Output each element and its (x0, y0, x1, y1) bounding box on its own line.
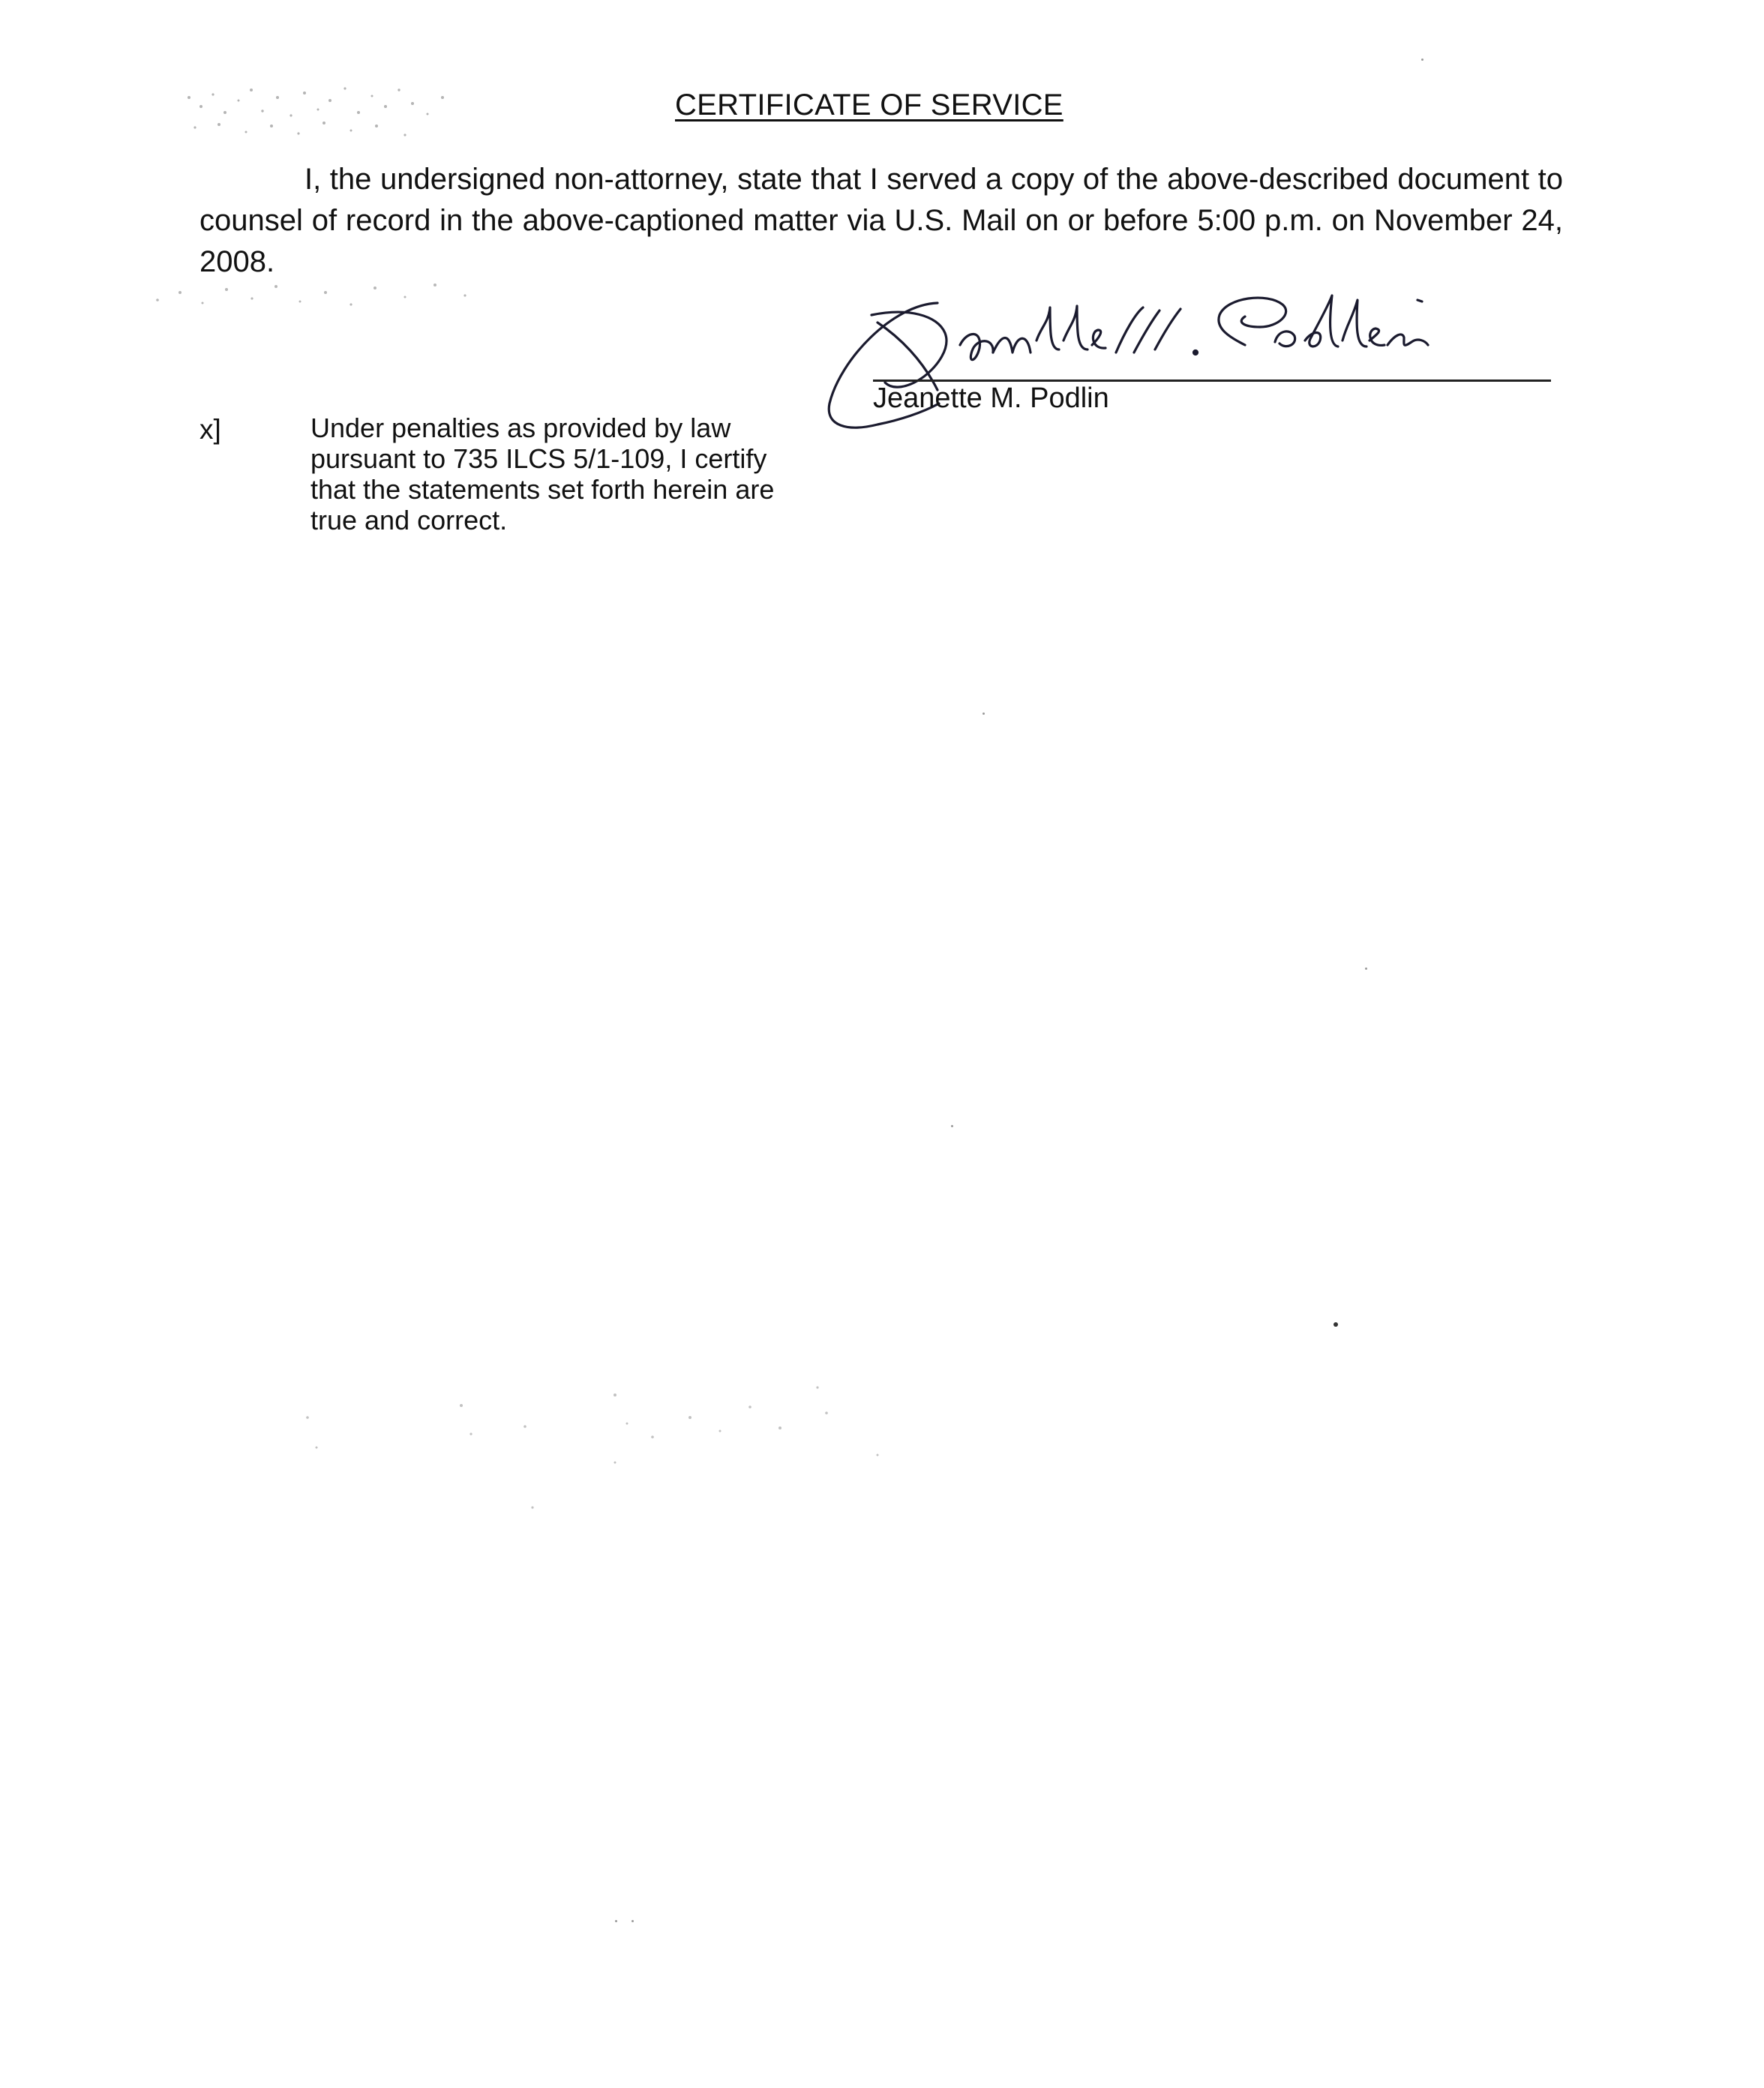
signature-block (825, 278, 1485, 435)
printed-signer-name: Jeanette M. Podlin (873, 382, 1109, 414)
service-statement: I, the undersigned non-attorney, state that I served a copy of the above-described document to counsel of record in the above-captioned matter via U.S. Mail on or before 5:00 p.m. on November 24, 2008. (200, 163, 1563, 278)
scan-speck (1421, 58, 1424, 61)
scan-speck (951, 1125, 953, 1127)
scan-noise-top-left (180, 68, 450, 150)
document-title: CERTIFICATE OF SERVICE (675, 88, 1064, 122)
scan-noise-lower (300, 1365, 915, 1530)
scan-speck (1334, 1322, 1338, 1327)
signature-line (873, 380, 1551, 382)
scan-speck (982, 712, 985, 715)
scan-speck (632, 1920, 634, 1922)
scan-speck (1365, 968, 1367, 970)
certification-statement: Under penalties as provided by law pursuant to 735 ILCS 5/1-109, I certify that the statements set forth herein are true and correct. (310, 412, 775, 536)
scan-speck (615, 1920, 617, 1922)
certification-mark: x] (200, 414, 221, 445)
